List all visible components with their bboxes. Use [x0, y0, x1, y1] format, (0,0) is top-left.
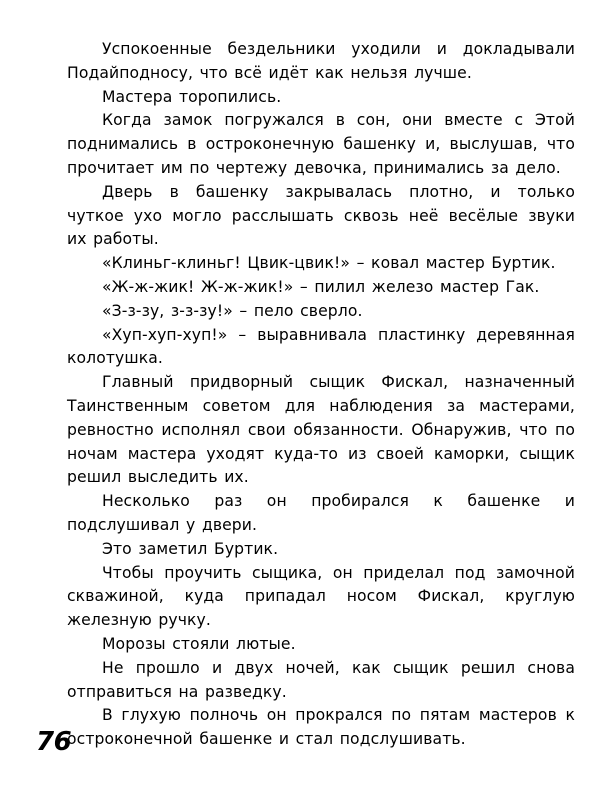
paragraph-14: Не прошло и двух ночей, как сыщик решил снова отправиться на разведку. [67, 658, 575, 701]
paragraph-1: Успокоенные бездельники уходили и докладывали Подайподносу, что всё идёт как нельзя лучше. [67, 40, 575, 82]
paragraph-6: «Ж-ж-жик! Ж-ж-жик!» – пилил железо мастер Гак. [102, 277, 540, 296]
paragraph-5: «Клиньг-клиньг! Цвик-цвик!» – ковал мастер Буртик. [102, 254, 556, 273]
paragraph-13: Морозы стояли лютые. [102, 634, 296, 653]
paragraph-9: Главный придворный сыщик Фискал, назначенный Таинственным советом для наблюдения за мастерами, ревностно исполнял свои обязанности. Обнаружив, что по ночам мастера уходят куда-то из своей каморки, сыщик решил выследить их. [67, 373, 575, 487]
paragraph-12: Чтобы проучить сыщика, он приделал под замочной скважиной, куда припадал носом Фискал, круглую железную ручку. [67, 563, 575, 630]
page-number: 76 [36, 727, 72, 757]
paragraph-10: Несколько раз он пробирался к башенке и подслушивал у двери. [67, 492, 575, 534]
paragraph-3: Когда замок погружался в сон, они вместе с Этой поднимались в остроконечную башенку и, выслушав, что прочитает им по чертежу девочка, принимались за дело. [67, 111, 575, 177]
paragraph-8: «Хуп-хуп-хуп!» – выравнивала пластинку деревянная колотушка. [67, 325, 575, 368]
paragraph-15: В глухую полночь он прокрался по пятам мастеров к остроконечной башенке и стал подслушивать. [67, 706, 575, 749]
paragraph-11: Это заметил Буртик. [102, 539, 279, 558]
paragraph-2: Мастера торопились. [102, 87, 282, 106]
paragraph-4: Дверь в башенку закрывалась плотно, и только чуткое ухо могло расслышать сквозь неё весёлые звуки их работы. [67, 182, 575, 249]
body-text [67, 38, 575, 752]
paragraph-7: «З-з-зу, з-з-зу!» – пело сверло. [102, 301, 363, 320]
